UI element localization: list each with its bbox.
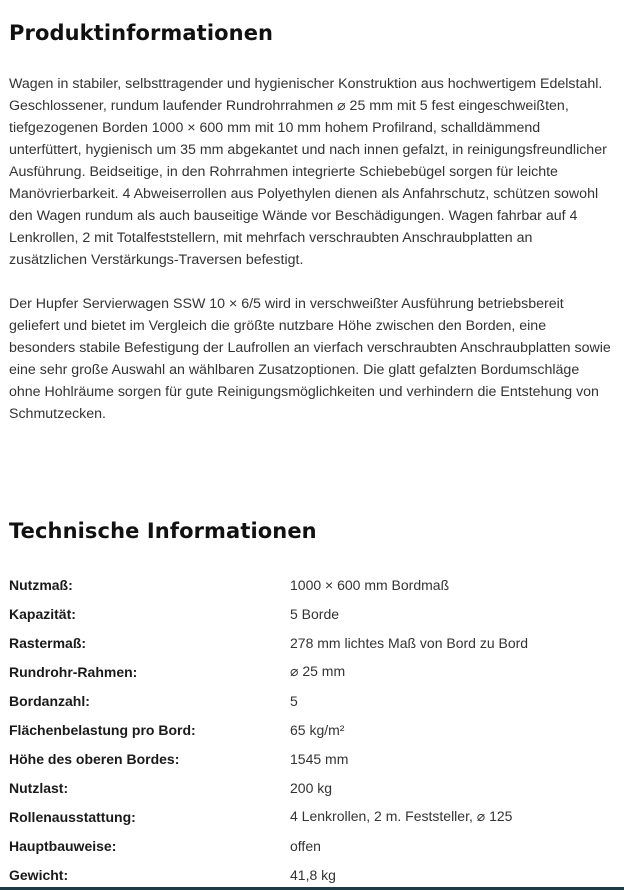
spec-label: Kapazität: xyxy=(9,605,76,622)
technical-information-section xyxy=(9,516,614,889)
spec-row-nutzlast xyxy=(9,773,614,802)
spec-row-gewicht xyxy=(9,860,614,889)
technical-information-heading: Technische Informationen xyxy=(9,519,317,543)
spec-row-rundrohr-rahmen xyxy=(9,657,614,686)
spec-value: 5 Borde xyxy=(290,605,340,622)
spec-value: 278 mm lichtes Maß von Bord zu Bord xyxy=(290,634,529,651)
spec-label: Rastermaß: xyxy=(9,634,87,651)
spec-row-hoehe-oberes-bord xyxy=(9,744,614,773)
spec-row-hauptbauweise xyxy=(9,831,614,860)
spec-value: 5 xyxy=(290,692,298,709)
spec-value: 4 Lenkrollen, 2 m. Feststeller, ⌀ 125 xyxy=(290,808,513,824)
product-information-heading: Produktinformationen xyxy=(9,21,274,45)
spec-value: 1545 mm xyxy=(290,750,349,767)
spec-label: Rollenausstattung: xyxy=(9,808,136,825)
spec-label: Nutzmaß: xyxy=(9,576,73,593)
spec-value: offen xyxy=(290,837,321,854)
spec-label: Nutzlast: xyxy=(9,779,69,796)
spec-value: 41,8 kg xyxy=(290,866,336,883)
spec-row-nutzmass xyxy=(9,570,614,599)
spec-label: Bordanzahl: xyxy=(9,692,90,709)
product-information-section xyxy=(9,18,614,425)
spec-row-flaechenbelastung xyxy=(9,715,614,744)
spec-label: Gewicht: xyxy=(9,866,69,883)
product-description-paragraph-2: Der Hupfer Servierwagen SSW 10 × 6/5 wird in verschweißter Ausführung betriebsbereit geliefert und bietet im Vergleich die größte nutzbare Höhe zwischen den Borden, eine besonders stabile Befestigung der Laufrollen an vierfach verschraubten Anschraubplatten sowie eine sehr große Auswahl an wählbaren Zusatzoptionen. Die glatt gefalzten Bordumschläge ohne Hohlräume sorgen für gute Reinigungsmöglichkeiten und verhindern die Entstehung von Schmutzecken. xyxy=(9,296,611,422)
spec-value: 65 kg/m² xyxy=(290,721,345,738)
spec-label: Höhe des oberen Bordes: xyxy=(9,750,180,767)
spec-label: Rundrohr-Rahmen: xyxy=(9,663,138,680)
spec-label: Hauptbauweise: xyxy=(9,837,117,854)
spec-value: ⌀ 25 mm xyxy=(290,663,346,679)
spec-row-kapazitaet xyxy=(9,599,614,628)
spec-label: Flächenbelastung pro Bord: xyxy=(9,721,196,738)
product-description-paragraph-1: Wagen in stabiler, selbsttragender und hygienischer Konstruktion aus hochwertigem Edelstahl. Geschlossener, rundum laufender Rundrohrrahmen ⌀ 25 mm mit 5 fest eingeschweißten, tiefgezogenen Borden 1000 × 600 mm mit 10 mm hohem Profilrand, schalldämmend unterfüttert, hygienisch um 35 mm abgekantet und nach innen gefalzt, in reinigungsfreundlicher Ausführung. Beidseitige, in den Rohrrahmen integrierte Schiebebügel sorgen für leichte Manövrierbarkeit. 4 Abweiserrollen aus Polyethylen dienen als Anfahrschutz, schützen sowohl den Wagen rundum als auch bauseitige Wände vor Beschädigungen. Wagen fahrbar auf 4 Lenkrollen, 2 mit Totalfeststellern, mit mehrfach verschraubten Anschraubplatten an zusätzlichen Verstärkungs-Traversen befestigt. xyxy=(9,76,607,268)
spec-value: 1000 × 600 mm Bordmaß xyxy=(290,576,450,593)
spec-row-rastermass xyxy=(9,628,614,657)
spec-row-rollenausstattung xyxy=(9,802,614,831)
spec-row-bordanzahl xyxy=(9,686,614,715)
spec-value: 200 kg xyxy=(290,779,333,796)
spec-table xyxy=(9,570,614,889)
